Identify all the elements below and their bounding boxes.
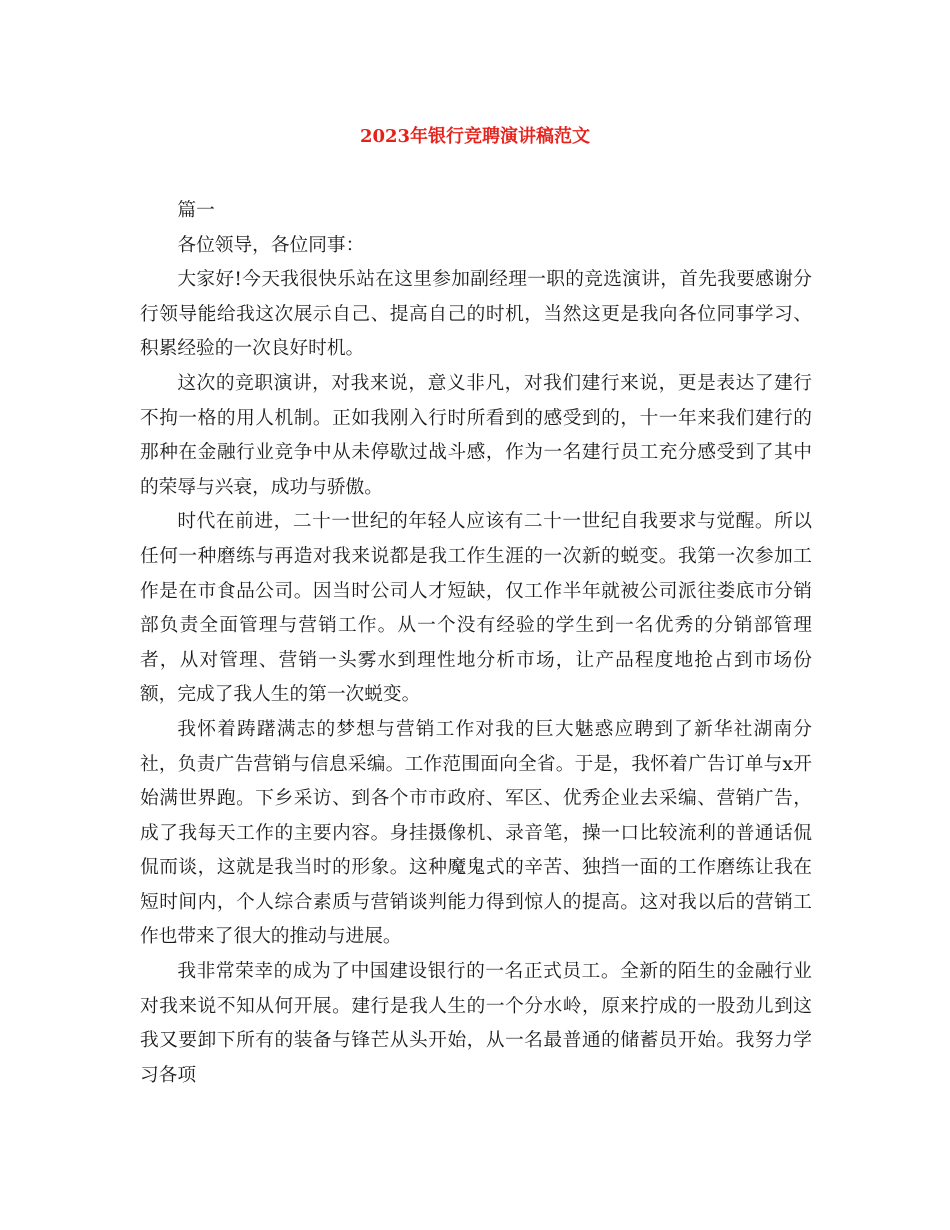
body-paragraph: 时代在前进，二十一世纪的年轻人应该有二十一世纪自我要求与觉醒。所以任何一种磨练与再造对我来说都是我工作生涯的一次新的蜕变。我第一次参加工作是在市食品公司。因当时公司人才短缺，仅工作半年就被公司派往娄底市分销部负责全面管理与营销工作。从一个没有经验的学生到一名优秀的分销部管理者，从对管理、营销一头雾水到理性地分析市场，让产品程度地抢占到市场份额，完成了我人生的第一次蜕变。 [140, 511, 812, 706]
body-paragraph: 大家好!今天我很快乐站在这里参加副经理一职的竞选演讲，首先我要感谢分行领导能给我这次展示自己、提高自己的时机，当然这更是我向各位同事学习、积累经验的一次良好时机。 [140, 269, 812, 360]
document-body [140, 194, 812, 1093]
body-paragraph: 我非常荣幸的成为了中国建设银行的一名正式员工。全新的陌生的金融行业对我来说不知从何开展。建行是我人生的一个分水岭，原来拧成的一股劲儿到这我又要卸下所有的装备与锋芒从头开始，从一名最普通的储蓄员开始。我努力学习各项 [140, 961, 812, 1086]
salutation: 各位领导，各位同事： [177, 234, 365, 256]
document-title: 2023年银行竞聘演讲稿范文 [359, 126, 591, 147]
body-paragraph: 我怀着踌躇满志的梦想与营销工作对我的巨大魅惑应聘到了新华社湖南分社，负责广告营销与信息采编。工作范围面向全省。于是，我怀着广告订单与x开始满世界跑。下乡采访、到各个市市政府、军区、优秀企业去采编、营销广告，成了我每天工作的主要内容。身挂摄像机、录音笔，操一口比较流利的普通话侃侃而谈，这就是我当时的形象。这种魔鬼式的辛苦、独挡一面的工作磨练让我在短时间内，个人综合素质与营销谈判能力得到惊人的提高。这对我以后的营销工作也带来了很大的推动与进展。 [140, 718, 812, 948]
body-paragraph: 这次的竞职演讲，对我来说，意义非凡，对我们建行来说，更是表达了建行不拘一格的用人机制。正如我刚入行时所看到的感受到的，十一年来我们建行的那种在金融行业竞争中从未停歇过战斗感，作为一名建行员工充分感受到了其中的荣辱与兴衰，成功与骄傲。 [140, 372, 812, 498]
section-heading: 篇一 [177, 200, 215, 221]
